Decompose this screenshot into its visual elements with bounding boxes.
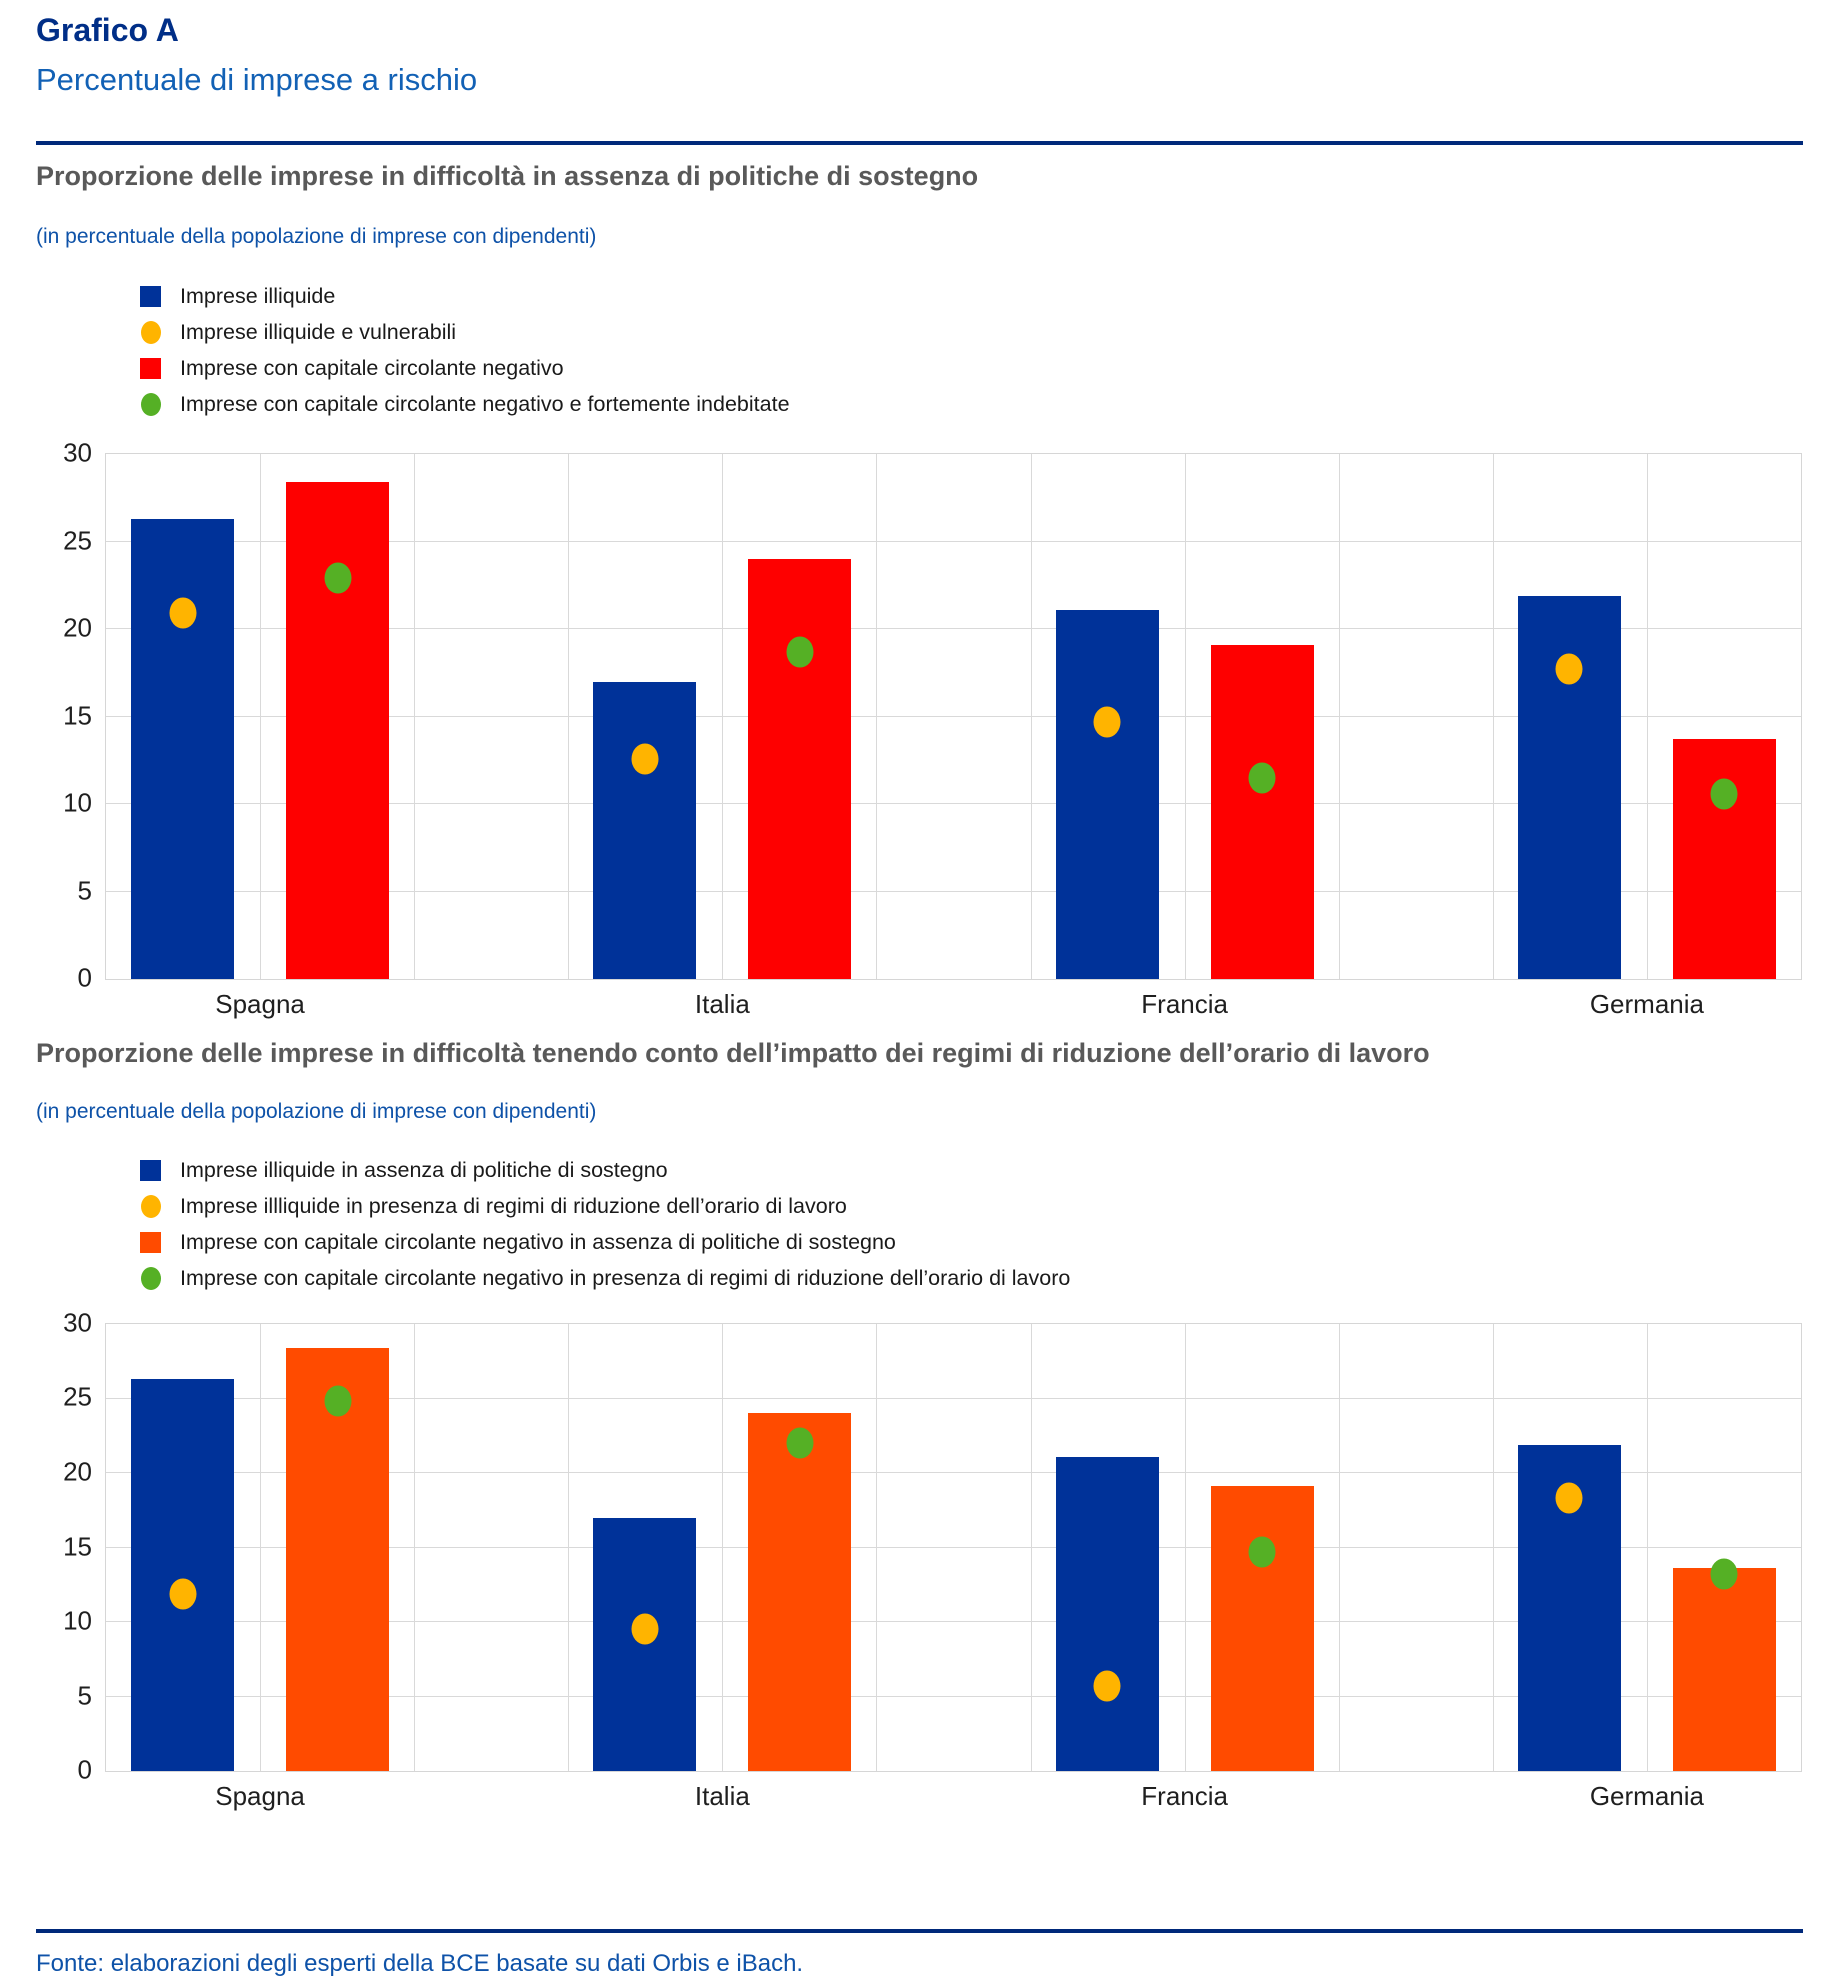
- legend-label: Imprese con capitale circolante negativo: [180, 355, 564, 380]
- y-axis-tick-label: 30: [63, 1307, 92, 1338]
- y-axis-tick-label: 5: [77, 874, 92, 905]
- chart-1-legend: [140, 278, 1640, 422]
- x-category-label: Italia: [694, 1781, 750, 1811]
- bar-francia: [1211, 1486, 1314, 1771]
- gridline-vertical: [260, 1324, 261, 1771]
- legend-item: [140, 386, 1640, 422]
- page-subtitle: Percentuale di imprese a rischio: [36, 62, 478, 97]
- marker-dot-francia: [1094, 706, 1121, 737]
- legend-label: Imprese illiquide e vulnerabili: [180, 319, 457, 344]
- marker-dot-germania: [1556, 654, 1583, 685]
- marker-dot-francia: [1249, 762, 1276, 793]
- gridline-vertical: [722, 1324, 723, 1771]
- x-category-label: Francia: [1141, 1781, 1228, 1811]
- marker-dot-francia: [1094, 1671, 1121, 1702]
- circle-legend-marker-icon: [141, 1267, 161, 1290]
- marker-dot-francia: [1249, 1536, 1276, 1567]
- gridline-vertical: [1185, 1324, 1186, 1771]
- x-category-label: Italia: [694, 989, 750, 1019]
- bar-germania: [1673, 739, 1776, 979]
- marker-dot-italia: [786, 1428, 813, 1459]
- legend-item: [140, 1188, 1640, 1224]
- legend-label: Imprese illiquide: [180, 283, 336, 308]
- bar-italia: [593, 682, 696, 980]
- gridline-vertical: [1185, 454, 1186, 979]
- gridline-vertical: [1339, 454, 1340, 979]
- gridline-vertical: [1647, 1324, 1648, 1771]
- source-note: Fonte: elaborazioni degli esperti della BCE basate su dati Orbis e iBach.: [36, 1950, 804, 1977]
- legend-label: Imprese illiquide in assenza di politiche di sostegno: [180, 1157, 668, 1182]
- square-legend-marker-icon: [140, 1232, 161, 1253]
- y-axis-tick-label: 15: [63, 699, 92, 730]
- y-axis-tick-label: 30: [63, 437, 92, 468]
- x-category-label: Germania: [1589, 1781, 1704, 1811]
- legend-label: Imprese illliquide in presenza di regimi di riduzione dell’orario di lavoro: [180, 1193, 847, 1218]
- legend-label: Imprese con capitale circolante negativo in presenza di regimi di riduzione dell’orario di lavoro: [180, 1265, 1071, 1290]
- square-legend-marker-icon: [140, 286, 161, 307]
- x-category-label: Spagna: [215, 1781, 305, 1811]
- y-axis-tick-label: 0: [77, 1754, 92, 1785]
- legend-item: [140, 278, 1640, 314]
- bar-germania: [1673, 1568, 1776, 1771]
- y-axis-tick-label: 20: [63, 612, 92, 643]
- y-axis-tick-label: 20: [63, 1456, 92, 1487]
- y-axis-tick-label: 10: [63, 787, 92, 818]
- legend-item: [140, 1152, 1640, 1188]
- gridline-vertical: [1493, 454, 1494, 979]
- gridline-vertical: [876, 1324, 877, 1771]
- y-axis-tick-label: 15: [63, 1530, 92, 1561]
- chart-1-title: Proporzione delle imprese in difficoltà in assenza di politiche di sostegno: [36, 161, 979, 191]
- legend-label: Imprese con capitale circolante negativo e fortemente indebitate: [180, 391, 790, 416]
- marker-dot-italia: [631, 743, 658, 774]
- gridline-vertical: [414, 1324, 415, 1771]
- legend-item: [140, 314, 1640, 350]
- marker-dot-spagna: [169, 598, 196, 629]
- chart-2-plot: [63, 1307, 1802, 1811]
- circle-legend-marker-icon: [141, 1195, 161, 1218]
- y-axis-tick-label: 25: [63, 1381, 92, 1412]
- y-axis-tick-label: 25: [63, 524, 92, 555]
- chart-1-plot: [63, 437, 1802, 1019]
- chart-1-units: (in percentuale della popolazione di imprese con dipendenti): [36, 225, 597, 248]
- gridline-vertical: [568, 1324, 569, 1771]
- y-axis-tick-label: 5: [77, 1679, 92, 1710]
- y-axis-tick-label: 10: [63, 1605, 92, 1636]
- bar-italia: [748, 559, 851, 979]
- header-divider: [36, 141, 1803, 145]
- bar-italia: [748, 1413, 851, 1771]
- bar-spagna: [131, 519, 234, 979]
- marker-dot-italia: [786, 636, 813, 667]
- chart-2-title: Proporzione delle imprese in difficoltà tenendo conto dell’impatto dei regimi di riduzione dell’orario di lavoro: [36, 1038, 1430, 1068]
- page-title: Grafico A: [36, 12, 179, 48]
- y-axis-tick-label: 0: [77, 962, 92, 993]
- gridline-vertical: [260, 454, 261, 979]
- footer-divider: [36, 1929, 1803, 1933]
- legend-label: Imprese con capitale circolante negativo in assenza di politiche di sostegno: [180, 1229, 896, 1254]
- marker-dot-italia: [631, 1614, 658, 1645]
- square-legend-marker-icon: [140, 1160, 161, 1181]
- bar-spagna: [286, 482, 389, 979]
- gridline-vertical: [1031, 1324, 1032, 1771]
- gridline-vertical: [876, 454, 877, 979]
- bar-spagna: [131, 1379, 234, 1771]
- chart-2-units: (in percentuale della popolazione di imprese con dipendenti): [36, 1100, 597, 1123]
- marker-dot-spagna: [169, 1578, 196, 1609]
- bar-francia: [1056, 1457, 1159, 1771]
- marker-dot-spagna: [324, 563, 351, 594]
- bar-francia: [1211, 645, 1314, 979]
- marker-dot-spagna: [324, 1386, 351, 1417]
- marker-dot-germania: [1556, 1483, 1583, 1514]
- x-category-label: Germania: [1589, 989, 1704, 1019]
- gridline-vertical: [568, 454, 569, 979]
- square-legend-marker-icon: [140, 358, 161, 379]
- x-category-label: Spagna: [215, 989, 305, 1019]
- gridline-vertical: [1031, 454, 1032, 979]
- legend-item: [140, 1260, 1640, 1296]
- marker-dot-germania: [1711, 1559, 1738, 1590]
- marker-dot-germania: [1711, 778, 1738, 809]
- legend-item: [140, 350, 1640, 386]
- gridline-vertical: [414, 454, 415, 979]
- gridline-vertical: [722, 454, 723, 979]
- bar-francia: [1056, 610, 1159, 979]
- gridline-vertical: [1647, 454, 1648, 979]
- circle-legend-marker-icon: [141, 321, 161, 344]
- x-category-label: Francia: [1141, 989, 1228, 1019]
- gridline-vertical: [1493, 1324, 1494, 1771]
- gridline-vertical: [1339, 1324, 1340, 1771]
- chart-2-legend: [140, 1152, 1640, 1296]
- legend-item: [140, 1224, 1640, 1260]
- circle-legend-marker-icon: [141, 393, 161, 416]
